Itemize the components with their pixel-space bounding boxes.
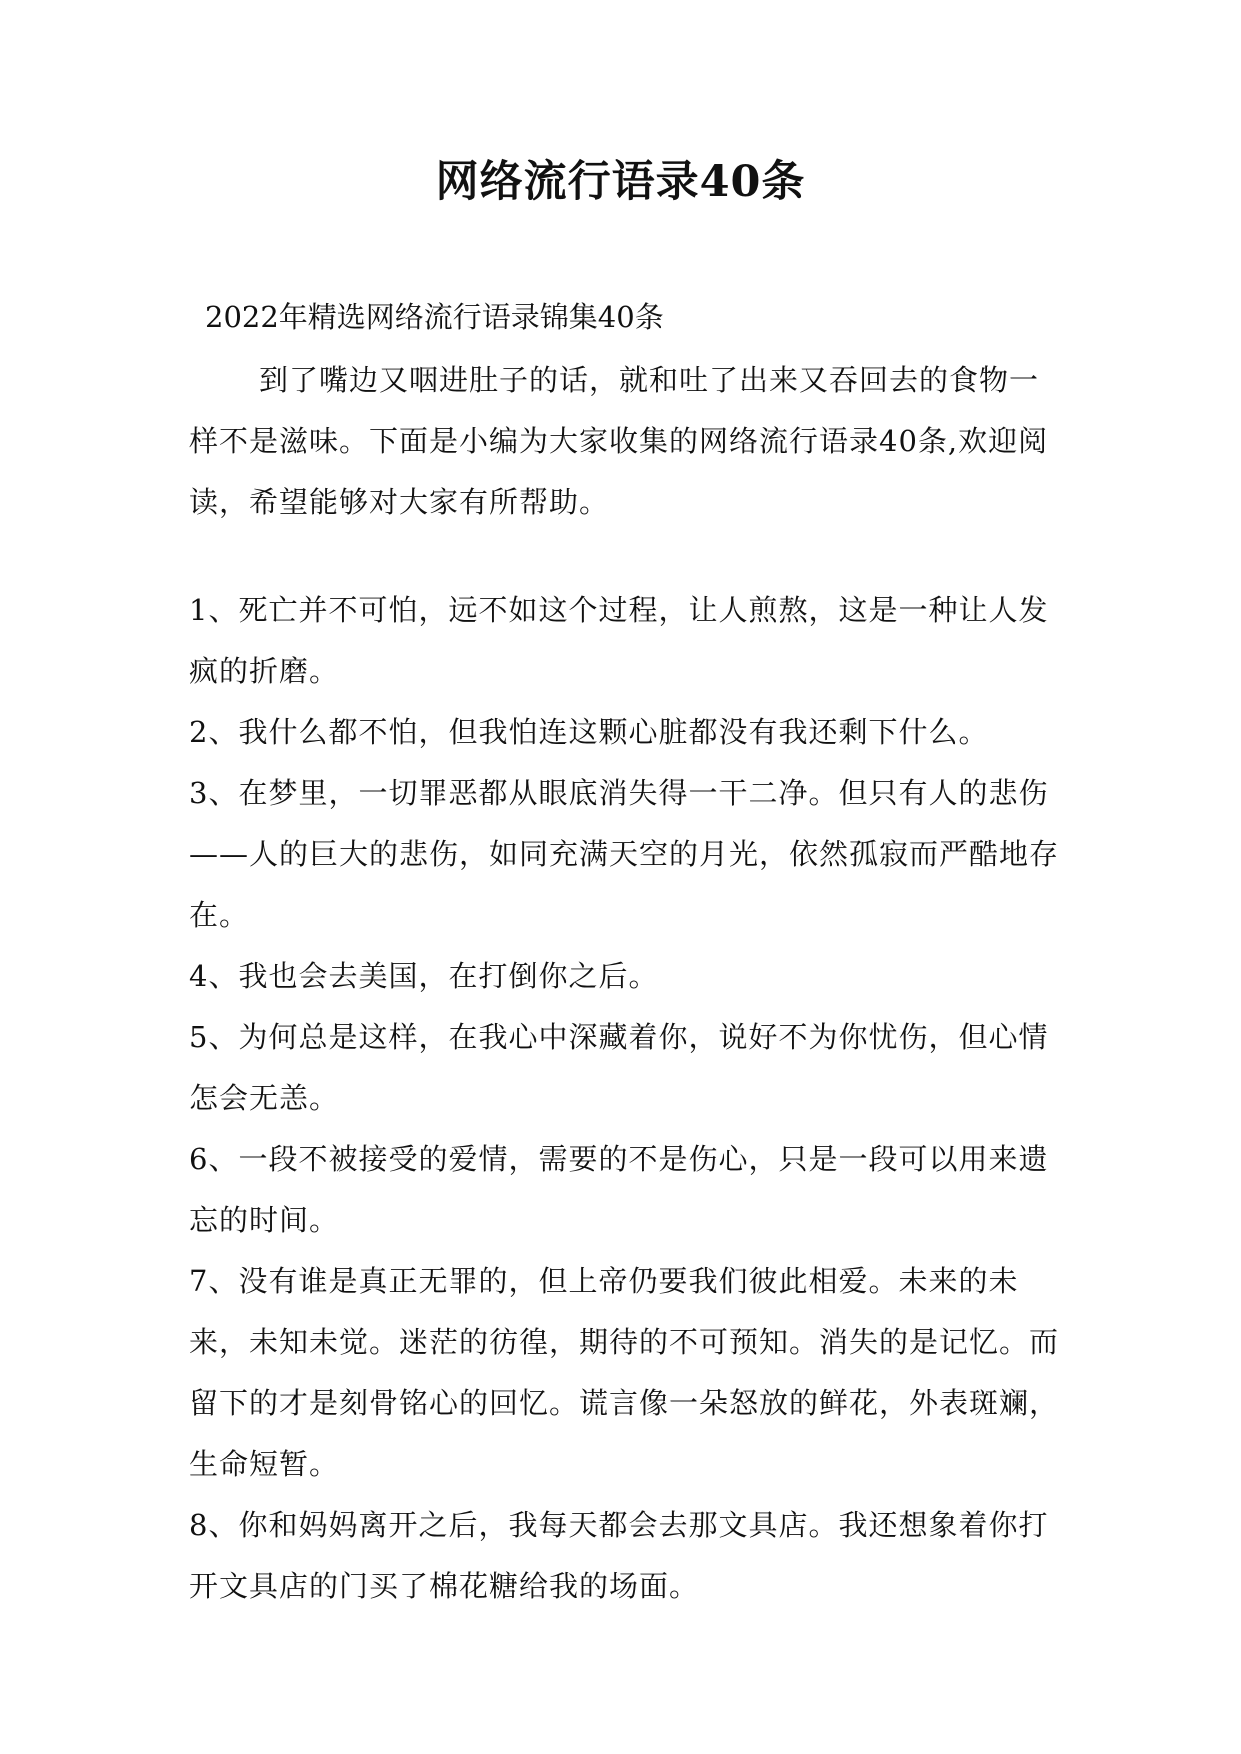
document-subtitle: 2022年精选网络流行语录锦集40条 bbox=[205, 300, 664, 334]
quote-item: 7、没有谁是真正无罪的，但上帝仍要我们彼此相爱。未来的未来，未知未觉。迷茫的彷徨，期待的不可预知。消失的是记忆。而留下的才是刻骨铭心的回忆。谎言像一朵怒放的鲜花，外表斑斓，生命短暂。 bbox=[189, 1264, 1060, 1481]
quote-item: 3、在梦里，一切罪恶都从眼底消失得一干二净。但只有人的悲伤——人的巨大的悲伤，如同充满天空的月光，依然孤寂而严酷地存在。 bbox=[189, 776, 1060, 932]
quote-item: 1、死亡并不可怕，远不如这个过程，让人煎熬，这是一种让人发疯的折磨。 bbox=[189, 593, 1049, 688]
quote-item: 4、我也会去美国，在打倒你之后。 bbox=[189, 959, 659, 993]
intro-paragraph: 到了嘴边又咽进肚子的话，就和吐了出来又吞回去的食物一样不是滋味。下面是小编为大家收集的网络流行语录40条,欢迎阅读，希望能够对大家有所帮助。 bbox=[189, 363, 1049, 519]
quote-item: 5、为何总是这样，在我心中深藏着你，说好不为你忧伤，但心情怎会无恙。 bbox=[189, 1020, 1049, 1115]
quote-item: 8、你和妈妈离开之后，我每天都会去那文具店。我还想象着你打开文具店的门买了棉花糖给我的场面。 bbox=[189, 1508, 1049, 1603]
quote-item: 6、一段不被接受的爱情，需要的不是伤心，只是一段可以用来遗忘的时间。 bbox=[189, 1142, 1049, 1237]
document-title: 网络流行语录40条 bbox=[435, 157, 806, 207]
quote-list bbox=[189, 580, 1069, 1617]
quote-item: 2、我什么都不怕，但我怕连这颗心脏都没有我还剩下什么。 bbox=[189, 715, 989, 749]
